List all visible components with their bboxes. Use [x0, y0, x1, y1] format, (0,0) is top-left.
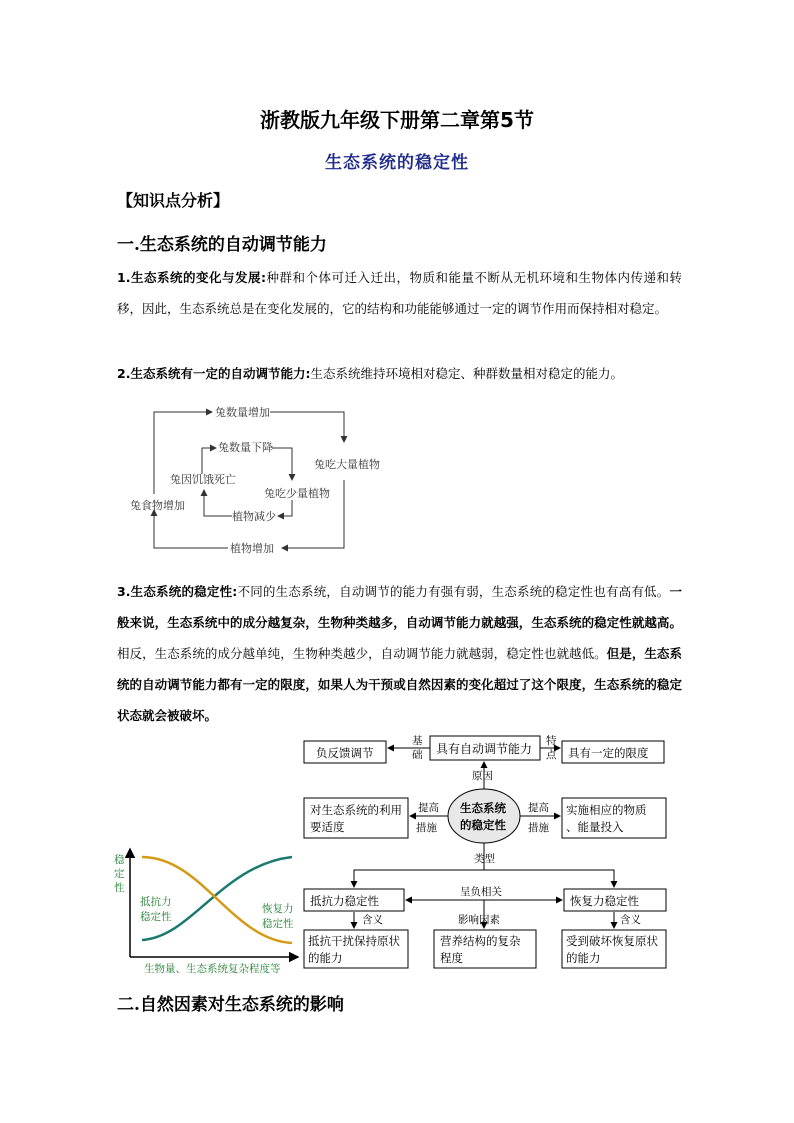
center-label-2: 的稳定性: [460, 818, 506, 832]
box-def-resistance-1: 抵抗干扰保持原状: [308, 934, 400, 948]
paragraph-3-text1: 不同的生态系统，自动调节的能力有强有弱，生态系统的稳定性也有高有低。: [237, 584, 670, 599]
label-feature-2: 点: [546, 749, 557, 761]
section2-heading: 二.自然因素对生态系统的影响: [117, 995, 344, 1015]
box-negative-feedback: 负反馈调节: [316, 746, 374, 760]
box-def-resilience-2: 的能力: [566, 951, 601, 965]
paragraph-3: [117, 576, 682, 731]
paragraph-1-text: 种群和个体可迁入迁出，物质和能量不断从无机环境和生物体内传递和转移，因此，生态系统总是在变化发展的，它的结构和功能能够通过一定的调节作用而保持相对稳定。: [117, 270, 682, 316]
label-rabbit-eat-few: 兔吃少量植物: [264, 487, 330, 500]
rabbit-plant-cycle-diagram: [120, 400, 380, 560]
page-subtitle: 生态系统的稳定性: [325, 153, 469, 173]
label-measure-left-2: 措施: [416, 822, 437, 834]
label-basis-2: 础: [412, 749, 423, 761]
label-measure-right-1: 提高: [528, 802, 549, 814]
box-factor-2: 程度: [440, 951, 463, 965]
label-rabbit-count-decrease: 兔数量下降: [218, 441, 273, 454]
resistance-label-1: 抵抗力: [140, 896, 172, 908]
label-rabbit-starve: 兔因饥饿死亡: [170, 473, 236, 486]
box-factor-1: 营养结构的复杂: [440, 934, 521, 948]
label-factor: 影响因素: [458, 914, 500, 926]
label-feature-1: 特: [546, 735, 557, 747]
paragraph-1: [117, 262, 682, 324]
paragraph-1-lead: 1.生态系统的变化与发展:: [117, 270, 266, 285]
resilience-label-1: 恢复力: [262, 903, 294, 915]
resistance-label-2: 稳定性: [140, 911, 172, 923]
label-measure-left-1: 提高: [418, 802, 439, 814]
label-plants-increase: 植物增加: [230, 542, 274, 555]
paragraph-3-bold2: 但是，生态系统的自动调节能力都有一定的限度，如果人为干预或自然因素的变化超过了这个限度，生态系统的稳定状态就会被破坏。: [117, 646, 682, 723]
label-plants-decrease: 植物减少: [232, 510, 276, 523]
label-type: 类型: [474, 853, 495, 865]
box-def-resilience-1: 受到破坏恢复原状: [566, 934, 658, 948]
page-title: 浙教版九年级下册第二章第5节: [260, 108, 534, 132]
label-reason: 原因: [472, 770, 493, 782]
label-rabbit-food-increase: 兔食物增加: [130, 499, 185, 512]
paragraph-2: [117, 358, 682, 389]
concept-map: [300, 734, 672, 974]
box-moderate-use-1: 对生态系统的利用: [310, 803, 402, 817]
label-meaning-right: 含义: [620, 914, 641, 926]
box-certain-limit: 具有一定的限度: [568, 746, 649, 760]
box-input-2: 、能量投入: [566, 820, 624, 834]
y-label-3: 性: [114, 882, 125, 894]
label-negative-corr: 呈负相关: [460, 886, 502, 898]
paragraph-2-lead: 2.生态系统有一定的自动调节能力:: [117, 366, 311, 381]
label-basis-1: 基: [412, 735, 423, 747]
box-moderate-use-2: 要适度: [310, 820, 345, 834]
paragraph-3-lead: 3.生态系统的稳定性:: [117, 584, 238, 599]
label-rabbit-eat-many: 兔吃大量植物: [314, 458, 380, 471]
paragraph-2-text: 生态系统维持环境相对稳定、种群数量相对稳定的能力。: [310, 366, 623, 381]
paragraph-3-text2: 相反，生态系统的成分越单纯，生物种类越少，自动调节能力就越弱，稳定性也就越低。: [117, 646, 607, 661]
box-input-1: 实施相应的物质: [566, 803, 647, 817]
section1-heading: 一.生态系统的自动调节能力: [117, 235, 327, 255]
box-def-resistance-2: 的能力: [308, 951, 343, 965]
label-meaning-left: 含义: [362, 914, 383, 926]
box-resistance: 抵抗力稳定性: [310, 894, 379, 908]
y-label-2: 定: [114, 868, 125, 880]
label-rabbit-count-increase: 兔数量增加: [215, 406, 270, 419]
stability-graph: [112, 845, 302, 975]
y-label-1: 稳: [114, 854, 125, 866]
box-resilience: 恢复力稳定性: [570, 894, 639, 908]
box-self-regulation: 具有自动调节能力: [436, 742, 533, 756]
resilience-label-2: 稳定性: [262, 918, 294, 930]
label-measure-right-2: 措施: [528, 822, 549, 834]
analysis-heading: 【知识点分析】: [117, 191, 230, 210]
x-axis-label: 生物量、生态系统复杂程度等: [144, 963, 281, 975]
center-label-1: 生态系统: [460, 801, 506, 815]
paragraph-3-bold1: 一般来说，生态系统中的成分越复杂，生物种类越多，自动调节能力就越强，生态系统的稳定性就越高。: [117, 584, 682, 630]
